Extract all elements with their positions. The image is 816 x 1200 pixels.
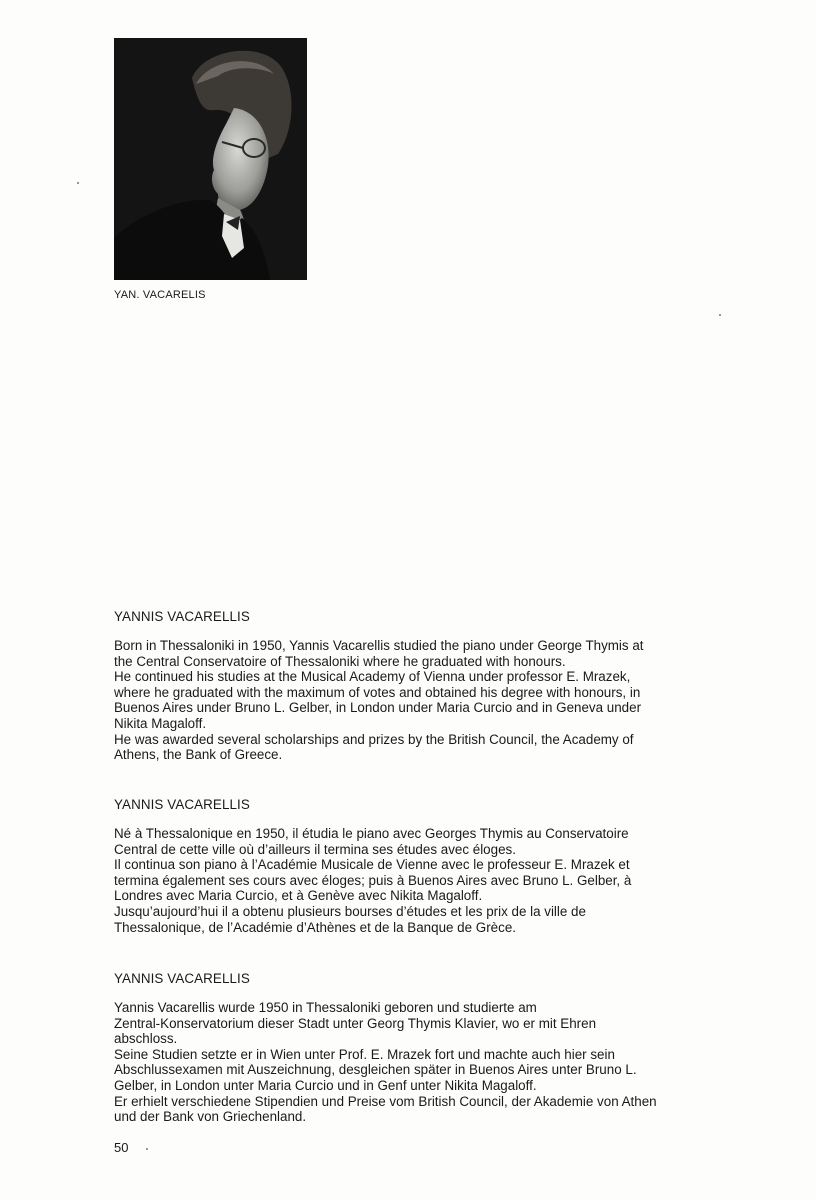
- bio-line: He was awarded several scholarships and prizes by the British Council, the Academy of: [114, 731, 634, 747]
- print-speck: [77, 182, 79, 184]
- bio-line: Yannis Vacarellis wurde 1950 in Thessaloniki geboren und studierte am: [114, 1000, 537, 1015]
- bio-line: abschloss.: [114, 1031, 178, 1047]
- bio-heading: YANNIS VACARELLIS: [114, 797, 250, 812]
- bio-heading: YANNIS VACARELLIS: [114, 971, 250, 986]
- bio-line: Athens, the Bank of Greece.: [114, 747, 283, 763]
- bio-line: Zentral-Konservatorium dieser Stadt unter Georg Thymis Klavier, wo er mit Ehren: [114, 1015, 597, 1031]
- bio-line: the Central Conservatoire of Thessaloniki where he graduated with honours.: [114, 653, 566, 669]
- print-speck: [719, 314, 721, 316]
- bio-line: Nikita Magaloff.: [114, 715, 207, 731]
- photo-caption: YAN. VACARELIS: [114, 289, 206, 301]
- bio-paragraph: [114, 826, 754, 935]
- biography-german: [114, 971, 754, 1125]
- bio-line: Il continua son piano à l’Académie Musicale de Vienne avec le professeur E. Mrazek et: [114, 857, 630, 873]
- biography-english: [114, 609, 754, 763]
- portrait-photo: [114, 38, 307, 280]
- bio-line: Jusqu’aujourd’hui il a obtenu plusieurs bourses d’études et les prix de la ville de: [114, 903, 586, 919]
- bio-line: Buenos Aires under Bruno L. Gelber, in London under Maria Curcio and in Geneva under: [114, 700, 642, 716]
- bio-line: und der Bank von Griechenland.: [114, 1109, 307, 1125]
- biography-french: [114, 797, 754, 935]
- bio-paragraph: [114, 1000, 754, 1125]
- bio-paragraph: [114, 638, 754, 763]
- bio-line: Born in Thessaloniki in 1950, Yannis Vacarellis studied the piano under George Thymis at: [114, 638, 644, 653]
- bio-line: termina également ses cours avec éloges; puis à Buenos Aires avec Bruno L. Gelber, à: [114, 872, 632, 888]
- bio-heading: YANNIS VACARELLIS: [114, 609, 250, 624]
- bio-line: Gelber, in London unter Maria Curcio und in Genf unter Nikita Magaloff.: [114, 1077, 537, 1093]
- bio-line: He continued his studies at the Musical Academy of Vienna under professor E. Mrazek,: [114, 669, 631, 685]
- print-speck: [146, 1148, 148, 1150]
- bio-line: Central de cette ville où d’ailleurs il termina ses études avec éloges.: [114, 841, 516, 857]
- bio-line: Seine Studien setzte er in Wien unter Prof. E. Mrazek fort und machte auch hier sein: [114, 1046, 615, 1062]
- bio-line: Er erhielt verschiedene Stipendien und Preise vom British Council, der Akademie von Athen: [114, 1093, 657, 1109]
- bio-line: Abschlussexamen mit Auszeichnung, desgleichen später in Buenos Aires unter Bruno L.: [114, 1062, 637, 1078]
- bio-line: Londres avec Maria Curcio, et à Genève avec Nikita Magaloff.: [114, 888, 483, 904]
- bio-line: where he graduated with the maximum of votes and obtained his degree with honours, in: [114, 684, 641, 700]
- bio-line: Né à Thessalonique en 1950, il étudia le piano avec Georges Thymis au Conservatoire: [114, 826, 629, 841]
- page-number: 50: [114, 1140, 129, 1155]
- bio-line: Thessalonique, de l’Académie d’Athènes et de la Banque de Grèce.: [114, 919, 516, 935]
